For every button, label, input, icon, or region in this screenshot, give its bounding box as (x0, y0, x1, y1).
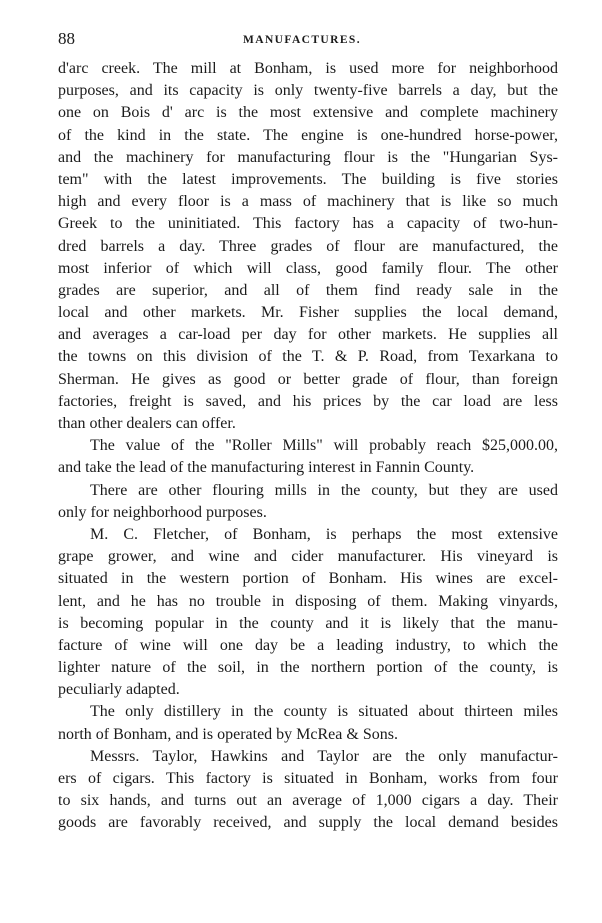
text-line: of the kind in the state. The engine is one-hundred horse-power, (58, 126, 558, 144)
text-line: Greek to the uninitiated. This factory has a capacity of two-hun- (58, 215, 558, 233)
text-line: most inferior of which will class, good family flour. The other (58, 259, 558, 277)
text-line: factories, freight is saved, and his prices by the car load are less (58, 392, 558, 410)
text-line: d'arc creek. The mill at Bonham, is used more for neighborhood (58, 60, 558, 77)
text-line: situated in the western portion of Bonham. His wines are excel- (58, 570, 558, 588)
paragraph-end-line: north of Bonham, and is operated by McRea & Sons. (58, 725, 398, 743)
text-line: high and every floor is a mass of machinery that is like so much (58, 193, 558, 211)
paragraph-end-line: only for neighborhood purposes. (58, 503, 267, 521)
page-number: 88 (58, 29, 75, 48)
paragraph-end-line: and take the lead of the manufacturing interest in Fannin County. (58, 459, 475, 477)
paragraph-end-line: peculiarly adapted. (58, 681, 180, 699)
text-line: is becoming popular in the county and it is likely that the manu- (58, 614, 558, 632)
text-line: and averages a car-load per day for other markets. He supplies all (58, 326, 558, 344)
text-line: local and other markets. Mr. Fisher supplies the local demand, (58, 304, 558, 322)
text-line: Sherman. He gives as good or better grade of flour, than foreign (58, 370, 558, 388)
text-line: lighter nature of the soil, in the northern portion of the county, is (58, 659, 558, 677)
text-line: purposes, and its capacity is only twenty-five barrels a day, but the (58, 82, 558, 100)
page-header (58, 28, 560, 50)
paragraph-start-line: The only distillery in the county is situated about thirteen miles (90, 703, 558, 721)
text-line: one on Bois d' arc is the most extensive and complete machinery (58, 104, 558, 122)
text-line: the towns on this division of the T. & P. Road, from Texarkana to (58, 348, 558, 366)
text-line: tem" with the latest improvements. The building is five stories (58, 170, 558, 188)
text-line: grades are superior, and all of them find ready sale in the (58, 281, 558, 299)
text-line: grape grower, and wine and cider manufacturer. His vineyard is (58, 548, 558, 566)
paragraph-start-line: The value of the "Roller Mills" will probably reach $25,000.00, (90, 437, 558, 455)
body-text (58, 58, 558, 835)
paragraph-start-line: M. C. Fletcher, of Bonham, is perhaps the most extensive (90, 525, 558, 543)
text-line: goods are favorably received, and supply the local demand besides (58, 814, 558, 832)
text-line: lent, and he has no trouble in disposing of them. Making vinyards, (58, 592, 558, 610)
text-line: to six hands, and turns out an average of 1,000 cigars a day. Their (58, 792, 558, 810)
paragraph-start-line: Messrs. Taylor, Hawkins and Taylor are the only manufactur- (90, 747, 558, 765)
running-head: MANUFACTURES. (243, 34, 361, 46)
text-line: ers of cigars. This factory is situated in Bonham, works from four (58, 770, 558, 787)
text-line: and the machinery for manufacturing flour is the "Hungarian Sys- (58, 148, 558, 166)
text-line: facture of wine will one day be a leading industry, to which the (58, 636, 558, 654)
text-line: dred barrels a day. Three grades of flour are manufactured, the (58, 237, 558, 255)
paragraph-end-line: than other dealers can offer. (58, 415, 236, 432)
paragraph-start-line: There are other flouring mills in the county, but they are used (90, 481, 558, 499)
